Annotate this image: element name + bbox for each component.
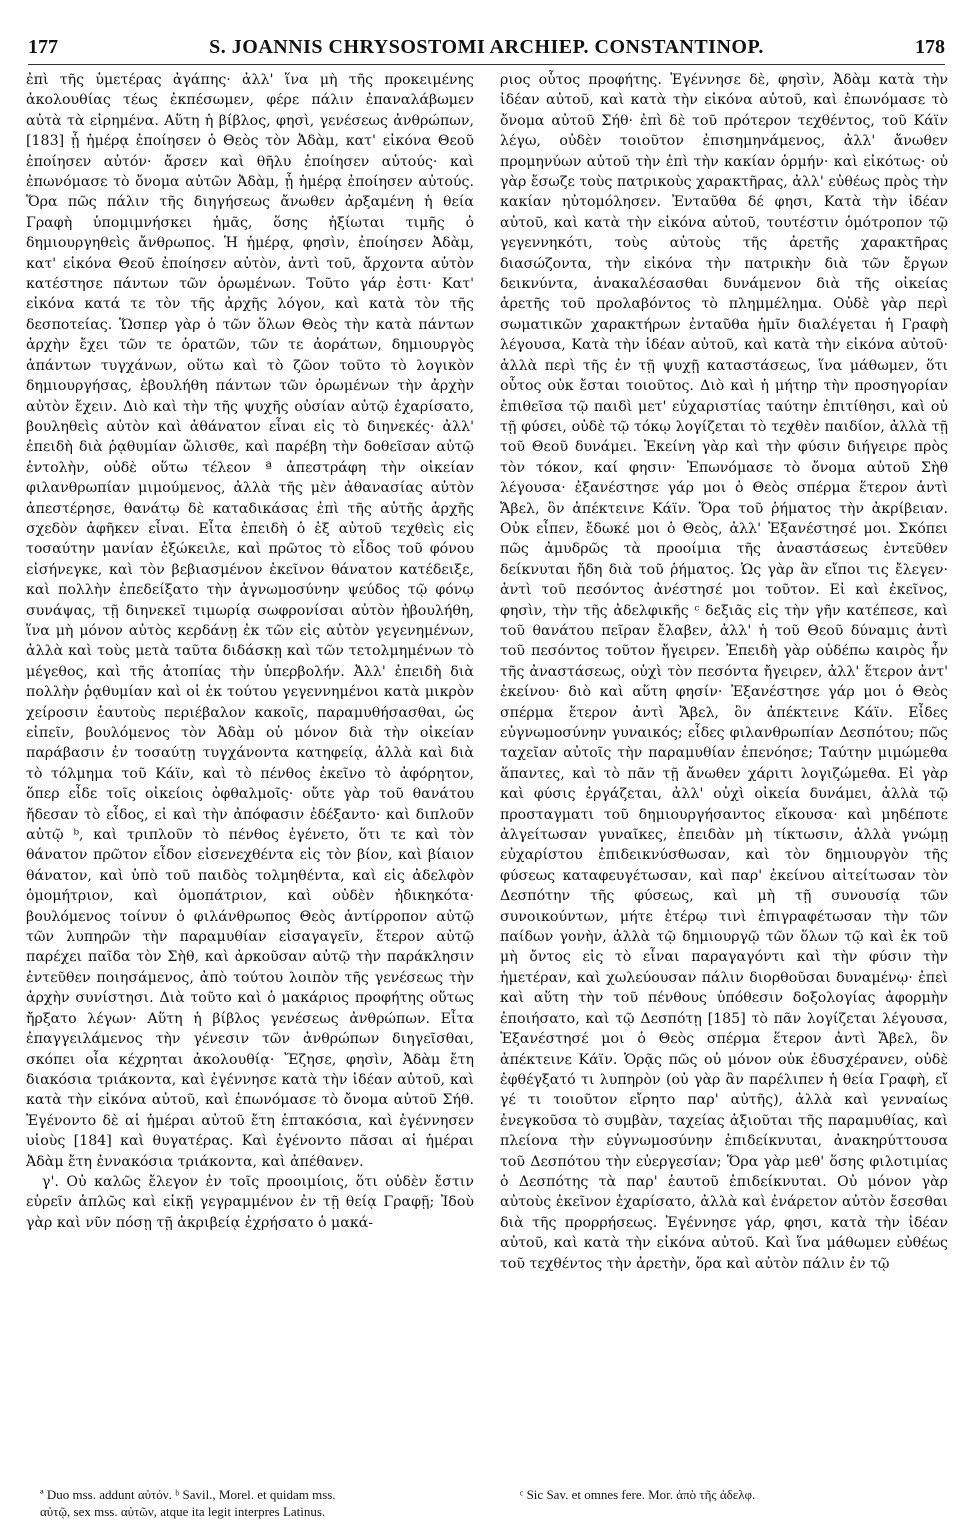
running-title: S. JOANNIS CHRYSOSTOMI ARCHIEP. CONSTANTINOP. (209, 36, 764, 58)
left-paragraph-1: ἐπὶ τῆς ὑμετέρας ἀγάπης· ἀλλ' ἵνα μὴ τῆς προκειμένης ἀκολουθίας τέως ἐκπέσωμεν, φέρε πάλιν ἐπαναλάβωμεν αὐτὰ τὰ εἰρημένα. Αὕτη ἡ βίβλος, φησὶ, γενέσεως ἀνθρώπων, [183] ᾗ ἡμέρᾳ ἐποίησεν ὁ Θεὸς τὸν Ἀδὰμ, κατ' εἰκόνα Θεοῦ ἐποίησεν αὐτόν· ἄρσεν καὶ θῆλυ ἐποίησεν αὐτούς· καὶ ἐπωνόμασε τὸ ὄνομα αὐτῶν Ἀδὰμ, ᾗ ἡμέρᾳ ἐποίησεν αὐτούς. Ὅρα πῶς πάλιν τῆς διηγήσεως ἄνωθεν ἀρξαμένη ἡ θεία Γραφὴ ὑπομιμνήσκει ἡμᾶς, ὅσης ἠξίωται τιμῆς ὁ δημιουργηθεὶς ἄνθρωπος. Ἡ ἡμέρᾳ, φησὶν, ἐποίησεν Ἀδὰμ, κατ' εἰκόνα Θεοῦ ἐποίησεν αὐτὸν, ἀντὶ τοῦ, ἄρχοντα αὐτὸν κατέστησε πάντων τῶν ὁρωμένων. Τοῦτο γάρ ἐστι· Κατ' εἰκόνα κατά τε τὸν τῆς ἀρχῆς λόγον, καὶ κατὰ τὸν τῆς δεσποτείας. Ὥσπερ γὰρ ὁ τῶν ὅλων Θεὸς τὴν κατὰ πάντων ἀρχὴν ἔχει τῶν τε ὁρατῶν, τῶν τε ἀοράτων, δημιουργὸς ἁπάντων τυγχάνων, οὕτω καὶ τὸ ζῶον τοῦτο τὸ λογικὸν δημιουργήσας, ἐβουλήθη πάντων τῶν ὁρωμένων τὴν ἀρχὴν αὐτὸν ἔχειν. Διὸ καὶ τὴν τῆς ψυχῆς οὐσίαν αὐτῷ ἐχαρίσατο, βουληθεὶς αὐτὸν καὶ ἀθάνατον εἶναι εἰς τὸ διηνεκές· ἀλλ' ἐπειδὴ διὰ ῥᾳθυμίαν ὤλισθε, καὶ παρέβη τὴν δοθεῖσαν αὐτῷ ἐντολὴν, οὐδὲ οὕτω τέλεον ª ἀπεστράφη τὴν οἰκείαν φιλανθρωπίαν μιμούμενος, ἀλλὰ τῆς μὲν ἀθανασίας αὐτὸν ἀπεστέρησε, θανάτῳ δὲ καταδικάσας ἐπὶ τῆς αὐτῆς ἀρχῆς σχεδὸν ἀφῆκεν εἶναι. Εἶτα ἐπειδὴ ὁ ἐξ αὐτοῦ τεχθεὶς εἰς τοσαύτην μανίαν ἐξώκειλε, καὶ πρῶτος τὸ εἶδος τοῦ φόνου εἰσήνεγκε, καὶ τὸν βεβιασμένον ἐκεῖνον θάνατον κατέδειξε, καὶ πολλὴν ἐπεδείξατο τὴν ἀγνωμοσύνην ψεύδος τῷ φόνῳ συνάψας, τῇ διηνεκεῖ τιμωρίᾳ σωφρονίσαι αὐτὸν ἠβουλήθη, ἵνα μὴ μόνον αὐτὸς κερδάνῃ ἐκ τῶν εἰς αὐτὸν γεγενημένων, ἀλλὰ καὶ τοὺς μετὰ ταῦτα διδάσκῃ καὶ τῶν τετολμημένων τὸ μέγεθος, καὶ τῆς ἀτοπίας τὴν ὑπερβολήν. Ἀλλ' ἐπειδὴ διὰ πολλὴν ῥᾳθυμίαν καὶ οἱ ἐκ τούτου γεγεννημένοι κατὰ μικρὸν χείροσιν ἑαυτοὺς περιέβαλον κακοῖς, παραμυθήσασθαι, ὡς εἰπεῖν, βουλόμενος τὸν Ἀδὰμ οὐ μόνον διὰ τὴν οἰκείαν παράβασιν ἐν τοσαύτῃ τυγχάνοντα κατηφείᾳ, ἀλλὰ καὶ διὰ τὸ τόλμημα τοῦ Κάϊν, καὶ τὸ πένθος ἐκεῖνο τὸ ἀφόρητον, ὅπερ εἶδε τοῖς οἰκείοις ὀφθαλμοῖς· οὔτε γὰρ τοῦ θανάτου ἤδεσαν τὸ εἶδος, εἰ καὶ τὴν ἀπόφασιν ἐδέξαντο· καὶ διπλοῦν αὐτῷ ᵇ, καὶ τριπλοῦν τὸ πένθος ἐγένετο, ὅτι τε καὶ τὸν θάνατον πρῶτον εἶδον εἰσενεχθέντα εἰς τὸν βίον, καὶ βίαιον θάνατον, καὶ ὑπὸ τοῦ παιδὸς τολμηθέντα, καὶ εἰς ἀδελφὸν ὁμομήτριον, καὶ ὁμοπάτριον, καὶ οὐδὲν ἠδικηκότα· βουλόμενος τοίνυν ὁ φιλάνθρωπος Θεὸς ἀντίρροπον αὐτῷ τῶν λυπηρῶν τὴν παραμυθίαν εἰσαγαγεῖν, ἕτερον αὐτῷ παρέχει παῖδα τὸν Σὴθ, καὶ ἀρκοῦσαν αὐτῷ τὴν παράκλησιν ἐντεῦθεν ποιησάμενος, ἀπὸ τούτου λοιπὸν τῆς γενέσεως τὴν ἀρχὴν συνίστησι. Διὰ τοῦτο καὶ ὁ μακάριος προφήτης οὕτως ἤρξατο λέγων· Αὕτη ἡ βίβλος γενέσεως ἀνθρώπων. Εἶτα ἐπαγγειλάμενος τὴν γένεσιν τῶν ἀνθρώπων διηγεῖσθαι, σκόπει οἷα κέχρηται ἀκολουθίᾳ· Ἔζησε, φησὶν, Ἀδὰμ ἔτη διακόσια τριάκοντα, καὶ ἐγέννησε κατὰ τὴν ἰδέαν αὐτοῦ, καὶ κατὰ τὴν εἰκόνα αὐτοῦ, καὶ ἐπωνόμασε τὸ ὄνομα αὐτοῦ Σήθ. Ἐγένοντο δὲ αἱ ἡμέραι αὐτοῦ ἔτη ἑπτακόσια, καὶ ἐγέννησεν υἱοὺς [184] καὶ θυγατέρας. Καὶ ἐγένοντο πᾶσαι αἱ ἡμέραι Ἀδὰμ ἔτη ἐννακόσια τριάκοντα, καὶ ἀπέθανεν. (26, 72, 474, 1170)
left-column (26, 70, 474, 1480)
footnote-right-line-1: ᶜ Sic Sav. et omnes fere. Mor. ἀπὸ τῆς ἀδελφ. (520, 1487, 756, 1502)
footnotes-left (40, 1486, 488, 1520)
right-column (500, 70, 948, 1480)
footnotes-right (520, 1486, 968, 1503)
right-paragraph-1: ριος οὗτος προφήτης. Ἐγέννησε δὲ, φησὶν, Ἀδὰμ κατὰ τὴν ἰδέαν αὐτοῦ, καὶ κατὰ τὴν εἰκόνα αὐτοῦ, καὶ ἐπωνόμασε τὸ ὄνομα αὐτοῦ Σήθ· ἐπὶ δὲ τοῦ πρότερον τεχθέντος, τοῦ Κάϊν λέγω, οὐδὲν τοιοῦτον ἐπισημηνάμενος, ἀλλ' ἄνωθεν προμηνύων αὐτοῦ τὴν ἐπὶ τὴν κακίαν ὁρμήν· καὶ εἰκότως· οὐ γὰρ ἔσωζε τοὺς πατρικοὺς χαρακτῆρας, ἀλλ' εὐθέως πρὸς τὴν κακίαν ηὐτομόλησεν. Ἐνταῦθα δέ φησι, Κατὰ τὴν ἰδέαν αὐτοῦ, καὶ κατὰ τὴν εἰκόνα αὐτοῦ, τουτέστιν ὁμότροπον τῷ γεγεννηκότι, τοὺς αὐτοὺς τῆς ἀρετῆς χαρακτῆρας διασώζοντα, τὴν εἰκόνα τὴν πατρικὴν διὰ τῶν ἔργων δεικνύντα, ἀνακαλέσασθαι δυνάμενον διὰ τῆς οἰκείας ἀρετῆς τοῦ προλαβόντος τὸ πλημμέλημα. Οὐδὲ γὰρ περὶ σωματικῶν χαρακτήρων ἐνταῦθα ἡμῖν διαλέγεται ἡ Γραφὴ λέγουσα, Κατὰ τὴν ἰδέαν αὐτοῦ, καὶ κατὰ τὴν εἰκόνα αὐτοῦ· ἀλλὰ περὶ τῆς ἐν τῇ ψυχῇ καταστάσεως, ἵνα μάθωμεν, ὅτι οὗτος οὐκ ἔσται τοιοῦτος. Διὸ καὶ ἡ μήτηρ τὴν προσηγορίαν ἐπιθεῖσα τῷ παιδὶ μετ' εὐχαριστίας ταύτην ἐπιτίθησι, καὶ οὐ τῇ φύσει, οὐδὲ τῷ τόκῳ λογίζεται τὸ τεχθὲν παιδίον, ἀλλὰ τῇ τοῦ Θεοῦ δυνάμει. Ἐκείνη γὰρ καὶ τὴν φύσιν διήγειρε πρὸς τὸν τόκον, καί φησιν· Ἐπωνόμασε τὸ ὄνομα αὐτοῦ Σὴθ λέγουσα· ἐξανέστησε γάρ μοι ὁ Θεὸς σπέρμα ἕτερον ἀντὶ Ἄβελ, ὃν ἀπέκτεινε Κάϊν. Ὅρα τοῦ ῥήματος τὴν ἀκρίβειαν. Οὐκ εἶπεν, ἔδωκέ μοι ὁ Θεὸς, ἀλλ' Ἐξανέστησέ μοι. Σκόπει πῶς ἀμυδρῶς τὰ προοίμια τῆς ἀναστάσεως ἐντεῦθεν δείκνυται ἤδη διὰ τοῦ ῥήματος. Ὡς γὰρ ἂν εἴποι τις ἔλεγεν· ἀντὶ τοῦ πεσόντος ἀνέστησέ μοι τοῦτον. Εἰ καὶ ἐκεῖνος, φησὶν, τὴν τῆς ἀδελφικῆς ᶜ δεξιᾶς εἰς τὴν γῆν κατέπεσε, καὶ τοῦ θανάτου πεῖραν ἔλαβεν, ἀλλ' ἡ τοῦ Θεοῦ δύναμις ἀντὶ τοῦ πεσόντος τοῦτον ἤγειρεν. Ἐπειδὴ γὰρ οὐδέπω καιρὸς ἦν τῆς ἀναστάσεως, οὐχὶ τὸν πεσόντα ἤγειρεν, ἀλλ' ἕτερον ἀντ' ἐκείνου· διὸ καὶ αὕτη φησίν· Ἐξανέστησε γάρ μοι ὁ Θεὸς σπέρμα ἕτερον ἀντὶ Ἄβελ, ὃν ἀπέκτεινε Κάϊν. Εἶδες εὐγνωμοσύνην γυναικός; εἶδες φιλανθρωπίαν Δεσπότου; πῶς ταχεῖαν αὐτοῖς τὴν παραμυθίαν ἐπενόησε; Ταύτην μιμώμεθα ἅπαντες, καὶ τὸ πᾶν τῇ ἄνωθεν χάριτι λογιζώμεθα. Εἰ γὰρ καὶ φύσις ἐργάζεται, ἀλλ' οὐχὶ οἰκεία δυνάμει, ἀλλὰ τῷ προσταγματι τοῦ δημιουργήσαντος εἴκουσα· καὶ μηδέποτε ἀλγείτωσαν γυναῖκες, ἐπειδὰν μὴ τίκτωσιν, ἀλλὰ γνώμῃ εὐχαρίστου ἐπιδεικνύσθωσαν, καὶ τὸν δημιουργὸν τῆς φύσεως καταφευγέτωσαν, καὶ παρ' ἐκείνου αἰτείτωσαν τὸν Δεσπότην τῆς φύσεως, καὶ μὴ τῇ συνουσίᾳ τῶν συνοικούντων, μήτε ἑτέρῳ τινὶ ἐπιγραφέτωσαν τὴν τῶν παίδων γονὴν, ἀλλὰ τῷ δημιουργῷ τῶν ὅλων τῷ καὶ ἐκ τοῦ μὴ ὄντος εἰς τὸ εἶναι παραγαγόντι καὶ τὴν φύσιν τὴν ἡμετέραν, καὶ χωλεύουσαν πάλιν διορθοῦσαι δυναμένῳ· ἐπεὶ καὶ αὕτη τὴν τοῦ πένθους ὑπόθεσιν δοξολογίας ἀφορμὴν ἐποιήσατο, καὶ τῷ Δεσπότῃ [185] τὸ πᾶν λογίζεται λέγουσα, Ἐξανέστησέ μοι ὁ Θεὸς σπέρμα ἕτερον ἀντὶ Ἄβελ, ὃν ἀπέκτεινε Κάϊν. Ὁρᾷς πῶς οὐ μόνον οὐκ ἐδυσχέρανεν, οὐδὲ ἐφθέγξατό τι λυπηρὸν (οὐ γὰρ ἂν παρέλιπεν ἡ θεία Γραφὴ, εἴ γέ τι τοιοῦτον εἴρητο παρ' αὐτῆς), ἀλλὰ καὶ γενναίως ἐνεγκοῦσα τὸ συμβὰν, ταχείας ἀξιοῦται τῆς παραμυθίας, καὶ πλείονα τὴν εὐγνωμοσύνην ἐπιδείκνυται, ἀνακηρύττουσα τοῦ Δεσπότου τὴν εὐεργεσίαν; Ὅρα γὰρ μεθ' ὅσης φιλοτιμίας ὁ Δεσπότης τὰ παρ' ἑαυτοῦ ἐπιδείκνυται. Οὐ μόνον γὰρ αὐτοὺς ἐκεῖνον ἐχαρίσατο, ἀλλὰ καὶ ἐνάρετον αὐτὸν ἔσεσθαι διὰ τῆς προρρήσεως. Ἐγέννησε γάρ, φησι, κατὰ τὴν ἰδέαν αὐτοῦ, καὶ κατὰ τὴν εἰκόνα αὐτοῦ. Καὶ ἵνα μάθωμεν εὐθέως τοῦ τεχθέντος τὴν ἀρετὴν, ὅρα καὶ αὐτὸν πάλιν ἐν τῷ (500, 72, 948, 1272)
footnote-left-line-2: αὐτῷ, sex mss. αὐτῶν, atque ita legit interpres Latinus. (40, 1504, 326, 1519)
footnote-left-line-1: ª Duo mss. addunt αὐτόν. ᵇ Savil., Morel. et quidam mss. (40, 1487, 336, 1502)
running-header (28, 36, 945, 66)
header-rule (28, 64, 945, 65)
page-number-right: 178 (915, 36, 945, 58)
left-paragraph-2: γ'. Οὐ καλῶς ἔλεγον ἐν τοῖς προοιμίοις, ὅτι οὐδὲν ἔστιν εὑρεῖν ἁπλῶς καὶ εἰκῇ γεγραμμένον ἐν τῇ θείᾳ Γραφῇ; Ἰδοὺ γὰρ καὶ νῦν πόσῃ τῇ ἀκριβείᾳ ἐχρήσατο ὁ μακά- (26, 1173, 474, 1231)
page-number-left: 177 (28, 36, 58, 58)
